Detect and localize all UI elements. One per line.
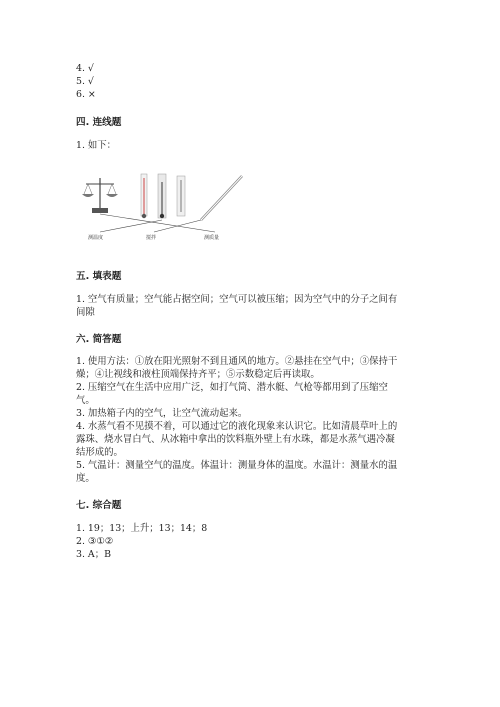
label-stir: 搅拌 xyxy=(146,235,157,241)
connect-line-3 xyxy=(154,220,201,232)
section-6-title: 六. 简答题 xyxy=(76,334,122,345)
section-6-line-4: 气。 xyxy=(76,395,95,406)
section-6-line-8: 结形成的。 xyxy=(76,447,123,458)
section-7-line-1: 1. 19；13；上升；13；14；8 xyxy=(76,523,208,534)
connect-line-2 xyxy=(100,220,162,232)
section-6-line-1: 1. 使用方法：①放在阳光照射不到且通风的地方。②悬挂在空气中；③保持干 xyxy=(76,356,398,367)
section-5-line-2: 间隙 xyxy=(76,307,95,318)
section-6-line-9: 5. 气温计：测量空气的温度。体温计：测量身体的温度。水温计：测量水的温 xyxy=(76,460,398,471)
section-5-line-1: 1. 空气有质量；空气能占据空间；空气可以被压缩；因为空气中的分子之间有 xyxy=(76,294,398,305)
section-4-title: 四. 连线题 xyxy=(76,117,122,128)
thermometer-1-image xyxy=(141,174,147,218)
answer-6: 6. × xyxy=(76,89,96,100)
section-4-q1: 1. 如下： xyxy=(76,140,117,151)
connect-line-1 xyxy=(100,214,215,232)
label-measure-temp: 测温度 xyxy=(88,235,104,241)
thermometer-2-image xyxy=(158,174,166,218)
answer-5: 5. √ xyxy=(76,76,94,87)
section-6-line-2: 燥；④让视线和液柱顶端保持齐平；⑤示数稳定后再读取。 xyxy=(76,369,320,380)
glass-rod-image xyxy=(201,176,242,220)
matching-figure xyxy=(76,170,248,244)
section-7-line-3: 3. A；B xyxy=(76,549,111,560)
section-6-line-6: 4. 水蒸气看不见摸不着，可以通过它的液化现象来认识它。比如清晨草叶上的 xyxy=(76,421,398,432)
section-6-line-7: 露珠、烧水冒白气、从冰箱中拿出的饮料瓶外壁上有水珠，都是水蒸气遇冷凝 xyxy=(76,434,395,445)
section-6-line-3: 2. 压缩空气在生活中应用广泛，如打气筒、潜水艇、气枪等都用到了压缩空 xyxy=(76,382,388,393)
thermometer-3-image xyxy=(177,176,185,216)
answer-4: 4. √ xyxy=(76,63,94,74)
section-7-line-2: 2. ③①② xyxy=(76,536,114,547)
balance-scale-image xyxy=(82,178,118,213)
section-5-title: 五. 填表题 xyxy=(76,271,122,282)
section-6-line-10: 度。 xyxy=(76,473,95,484)
label-measure-mass: 测质量 xyxy=(204,235,220,241)
section-7-title: 七. 综合题 xyxy=(76,500,122,511)
section-6-line-5: 3. 加热箱子内的空气，让空气流动起来。 xyxy=(76,408,248,419)
